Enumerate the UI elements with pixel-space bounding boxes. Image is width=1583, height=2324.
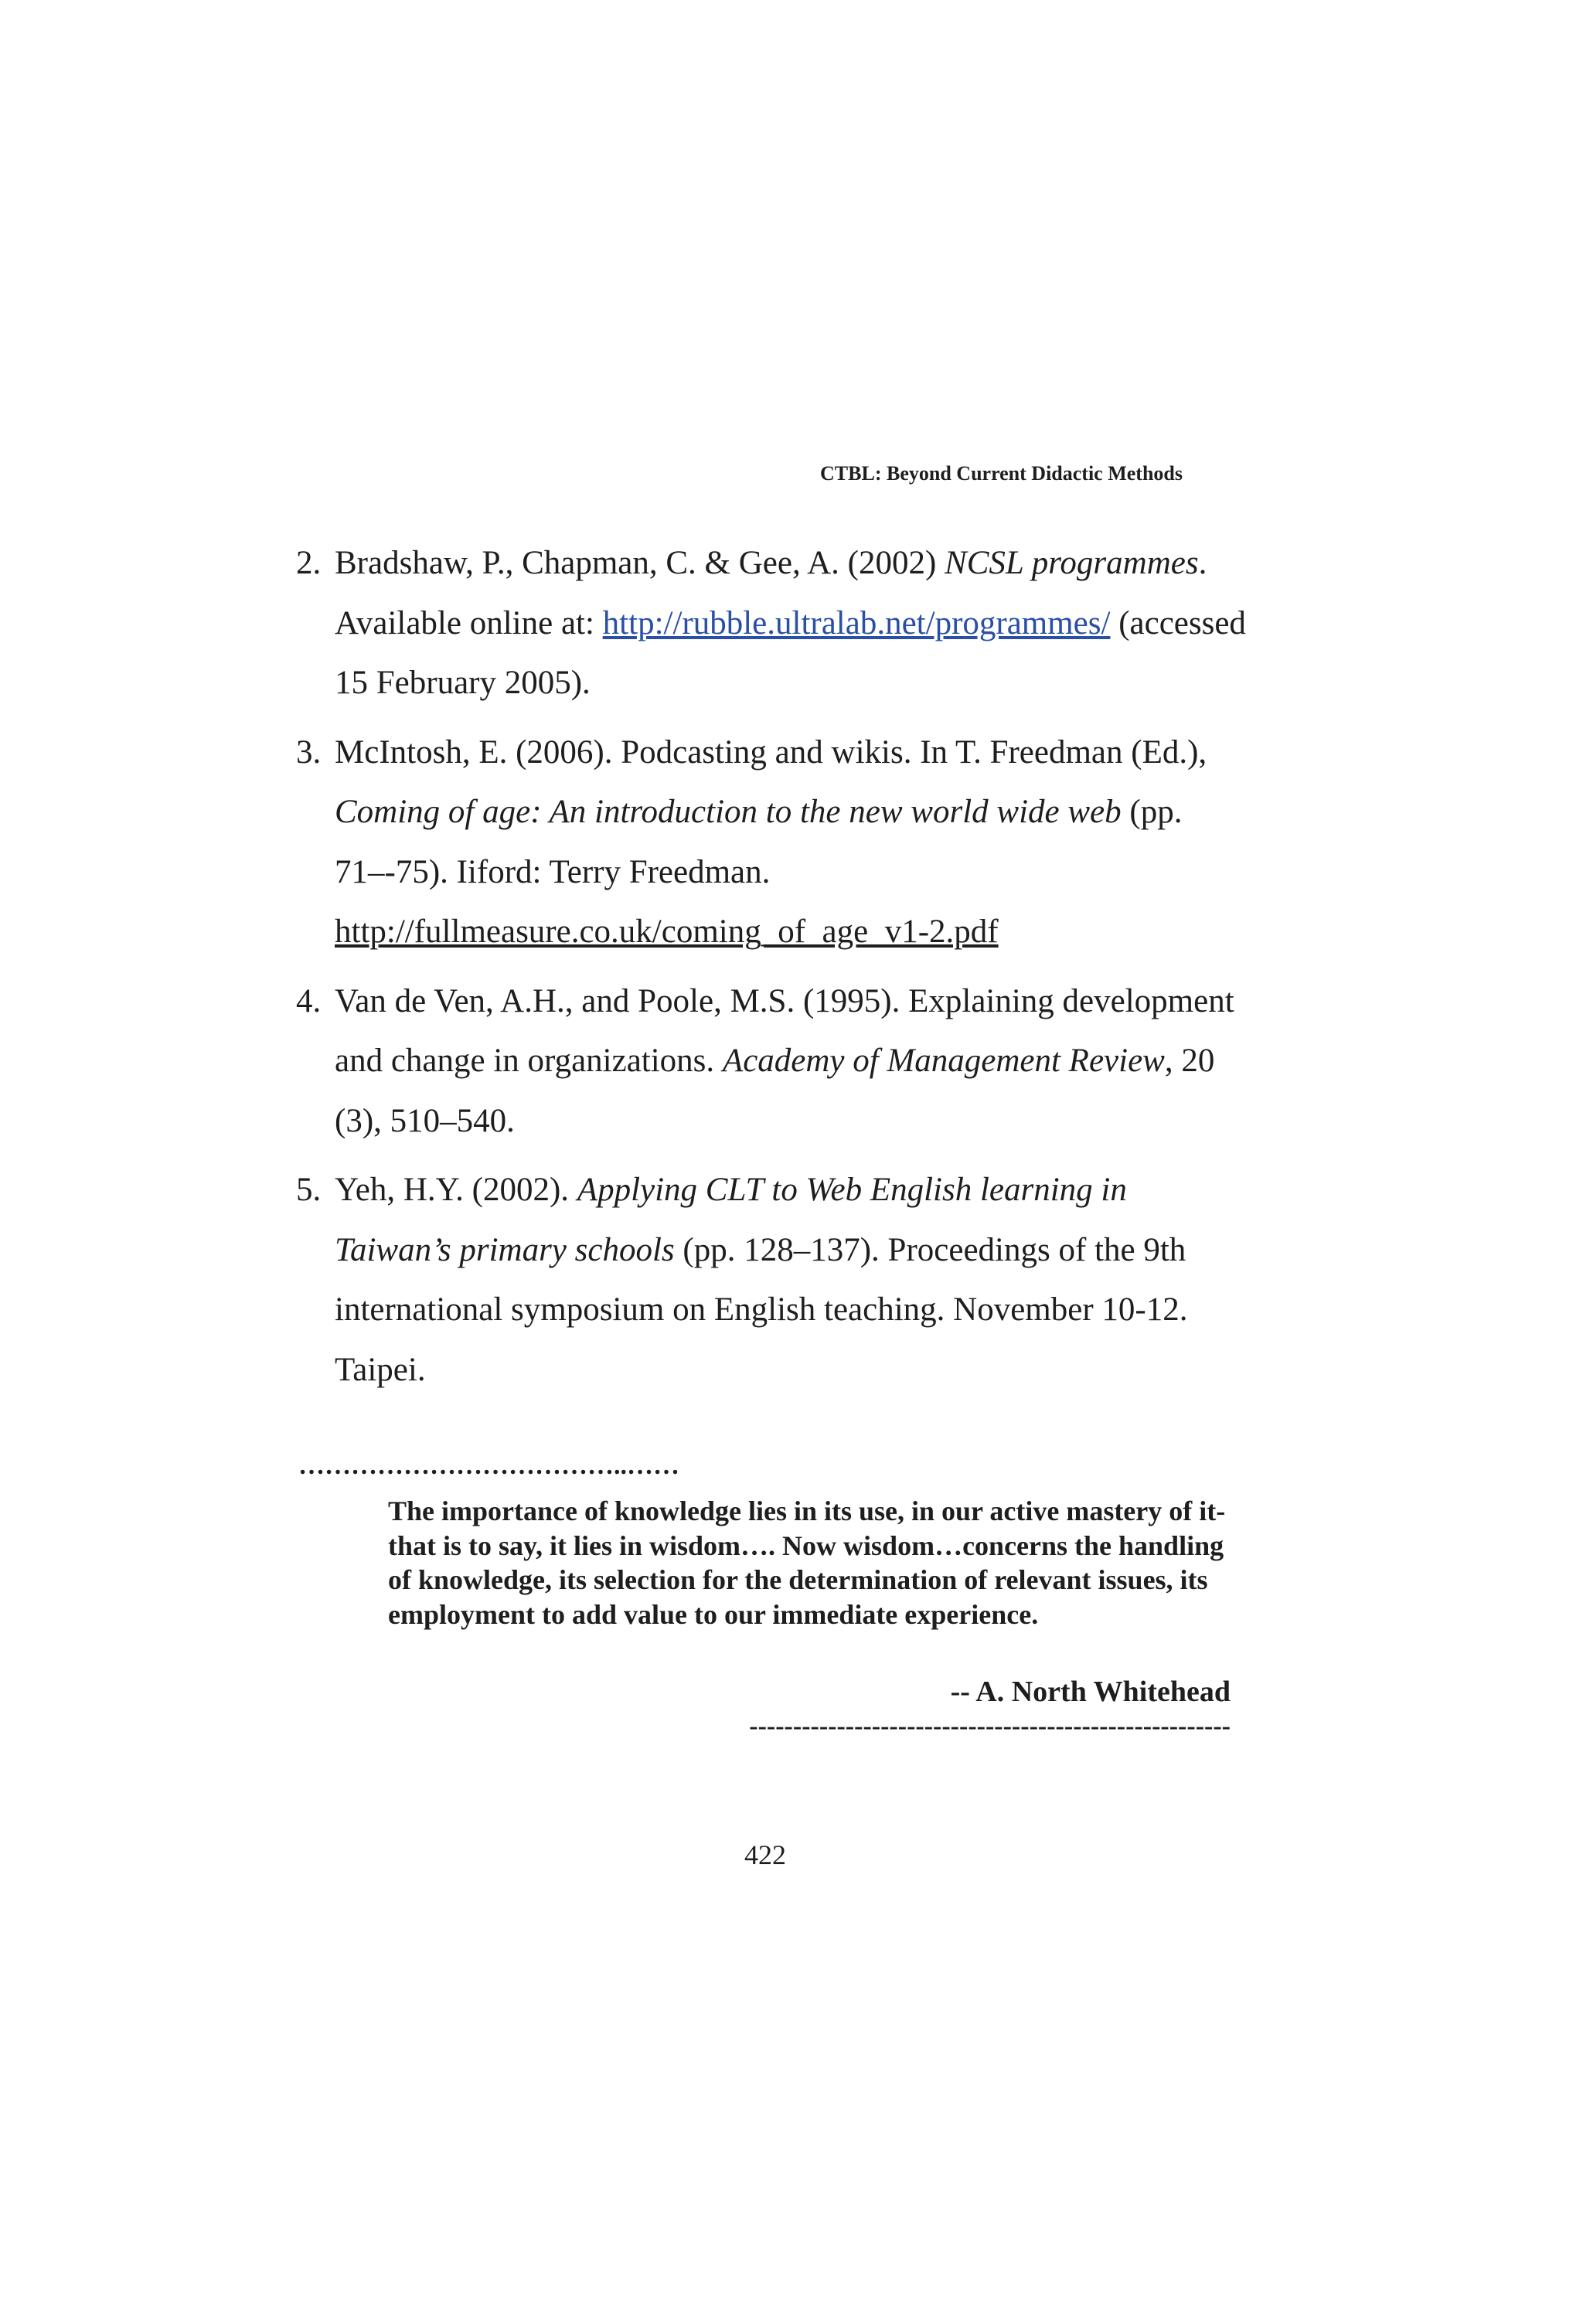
reference-journal: Academy of Management Review [722,1043,1165,1079]
reference-item-4 [296,971,1247,1152]
quote-attribution: -- A. North Whitehead [950,1676,1231,1708]
reference-title: NCSL programmes [945,545,1199,581]
page-number: 422 [744,1839,786,1870]
reference-number: 4. [296,982,322,1019]
reference-text: Van de Ven, A.H., and Poole, M.S. (1995). Explaining development and change in organizations. [335,982,1234,1079]
reference-list [296,533,1247,1409]
reference-number: 2. [296,545,322,581]
reference-text: . Available online at: [335,545,1207,641]
reference-text: (accessed 15 February 2005). [335,604,1246,701]
dotted-separator: ………………………………..…… [298,1451,679,1480]
reference-text: Bradshaw, P., Chapman, C. & Gee, A. (2002) [335,545,945,581]
reference-item-2 [296,533,1247,713]
reference-text: (pp. 128–137). Proceedings of the 9th international symposium on English teaching. November 10-12. Taipei. [335,1231,1188,1388]
reference-text: (pp. 71–-75). Iiford: Terry Freedman. [335,794,1183,890]
reference-text: , 20 (3), 510–540. [335,1043,1215,1139]
reference-text: McIntosh, E. (2006). Podcasting and wikis. In T. Freedman (Ed.), [335,733,1207,771]
reference-number: 5. [296,1172,322,1208]
reference-link[interactable]: http://rubble.ultralab.net/programmes/ [602,604,1111,641]
reference-item-3 [296,723,1247,962]
reference-title: Coming of age: An introduction to the new world wide web [335,794,1122,830]
reference-link[interactable]: http://fullmeasure.co.uk/coming_of_age_v1-2.pdf [335,914,999,950]
reference-text: Yeh, H.Y. (2002). [335,1172,577,1208]
reference-title: Applying CLT to Web English learning in Taiwan’s primary schools [335,1172,1127,1268]
running-header: CTBL: Beyond Current Didactic Methods [820,462,1183,485]
epigraph-quote: The importance of knowledge lies in its use, in our active mastery of it- that is to say, it lies in wisdom…. Now wisdom…concerns the handling of knowledge, its selection for the determination of relevant issues, its employment to add value to our immediate experience. [388,1495,1226,1630]
reference-number: 3. [296,733,322,771]
dashed-separator: ------------------------------------------------------- [749,1712,1231,1740]
reference-item-5 [296,1160,1247,1400]
